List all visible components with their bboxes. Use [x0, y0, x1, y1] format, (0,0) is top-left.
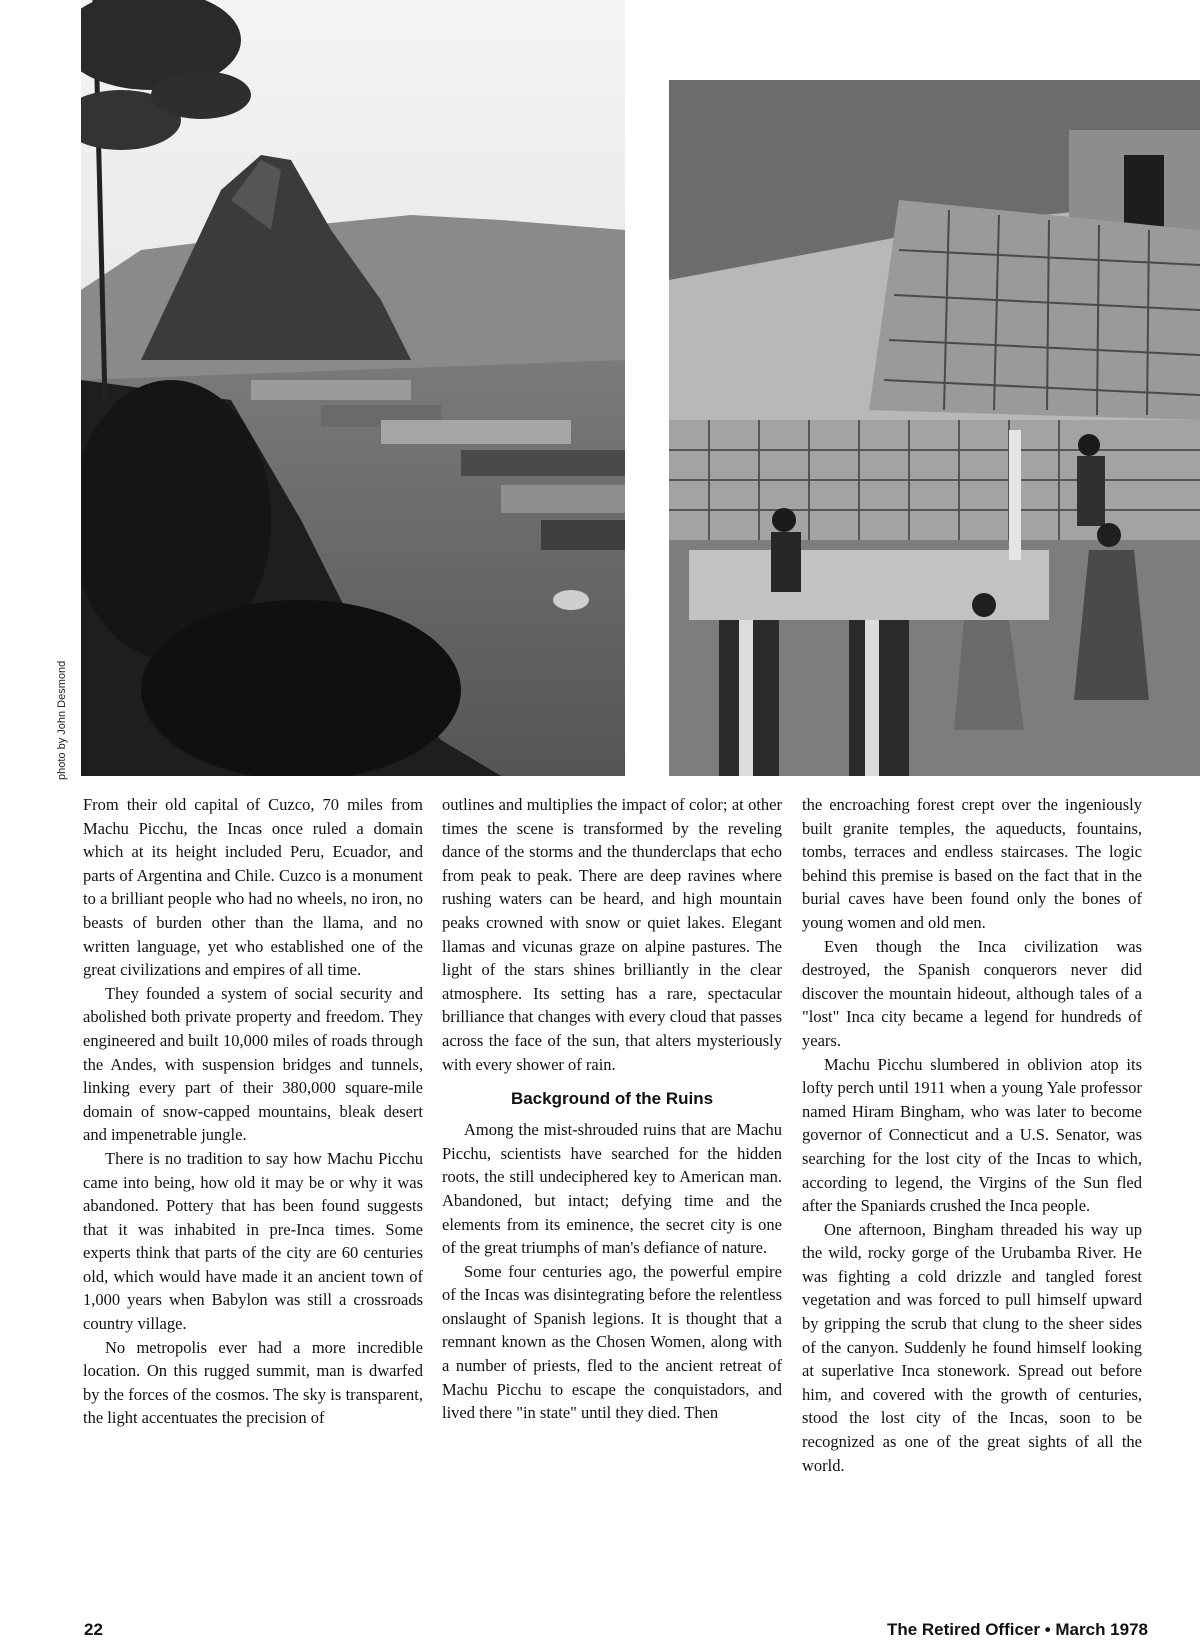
paragraph: Among the mist-shrouded ruins that are Machu Picchu, scientists have searched for the hidden roots, the still undeciphered key to American man. Abandoned, but intact; defying time and the elements from its eminence, the secret city is one of the great triumphs of man's defiance of nature. [442, 1120, 782, 1258]
paragraph: the encroaching forest crept over the ingeniously built granite temples, the aqueducts, fountains, tombs, terraces and endless staircases. The logic behind this premise is based on the fact that in the burial caves have been found only the bones of young women and old men. [802, 795, 1142, 932]
article-column-3 [802, 793, 1142, 1477]
publication-masthead: The Retired Officer • March 1978 [886, 1620, 1148, 1639]
inca-stonework-photo [669, 80, 1200, 776]
photo-credit: photo by John Desmond [56, 660, 68, 780]
paragraph: They founded a system of social security and abolished both private property and freedom. They engineered and built 10,000 miles of roads through the Andes, with suspension bridges and tunnels, linking every part of their 380,000 square-mile domain of snow-capped mountains, bleak desert and impenetrable jungle. [83, 983, 423, 1145]
page-number: 22 [84, 1620, 103, 1639]
paragraph: There is no tradition to say how Machu Picchu came into being, how old it may be or why it was abandoned. Pottery that has been found suggests that it was inhabited in pre-Inca times. Some experts think that parts of the city are 60 centuries old, which would have made it an ancient town of 1,000 years when Babylon was still a crossroads country village. [83, 1148, 423, 1334]
paragraph: One afternoon, Bingham threaded his way up the wild, rocky gorge of the Urubamba River. He was fighting a cold drizzle and tangled forest vegetation and was forced to pull himself upward by gripping the scrub that clung to the sheer sides of the canyon. Suddenly he found himself looking at superlative Inca stonework. Spread out before him, and covered with the growth of centuries, stood the lost city of the Incas, soon to be recognized as one of the great sights of all the world. [802, 1219, 1142, 1475]
machu-picchu-photo [81, 0, 625, 776]
paragraph: Machu Picchu slumbered in oblivion atop its lofty perch until 1911 when a young Yale professor named Hiram Bingham, who was later to become governor of Connecticut and a U.S. Senator, was searching for the lost city of the Incas to which, according to legend, the Virgins of the Sun fled after the Spaniards crushed the Inca people. [802, 1054, 1142, 1216]
paragraph: From their old capital of Cuzco, 70 miles from Machu Picchu, the Incas once ruled a domain which at its height included Peru, Ecuador, and parts of Argentina and Chile. Cuzco is a monument to a brilliant people who had no wheels, no iron, no beasts of burden other than the llama, and no written language, yet who established one of the great civilizations and empires of all time. [83, 795, 424, 980]
section-heading: Background of the Ruins [510, 1089, 714, 1109]
article-column-1 [83, 793, 423, 1430]
paragraph: No metropolis ever had a more incredible location. On this rugged summit, man is dwarfed by the forces of the cosmos. The sky is transparent, the light accentuates the precision of [83, 1337, 423, 1428]
paragraph: outlines and multiplies the impact of color; at other times the scene is transformed by the reveling dance of the storms and the thunderclaps that echo from peak to peak. There are deep ravines where rushing waters can be heard, and high mountain peaks crowned with snow or quiet lakes. Elegant llamas and vicunas graze on alpine pastures. The light of the stars shines brilliantly in the clear atmosphere. Its setting has a rare, spectacular brilliance that changes with every cloud that passes across the face of the sun, that alters mysteriously with every shower of rain. [442, 795, 782, 1074]
article-column-2 [442, 793, 782, 1425]
paragraph: Even though the Inca civilization was destroyed, the Spanish conquerors never did discover the mountain hideout, although tales of a "lost" Inca city became a legend for hundreds of years. [802, 936, 1142, 1050]
paragraph: Some four centuries ago, the powerful empire of the Incas was disintegrating before the relentless onslaught of Spanish legions. It is thought that a remnant known as the Chosen Women, along with a number of priests, fled to the ancient retreat of Machu Picchu to escape the conquistadors, and lived there "in state" until they died. Then [442, 1261, 782, 1423]
